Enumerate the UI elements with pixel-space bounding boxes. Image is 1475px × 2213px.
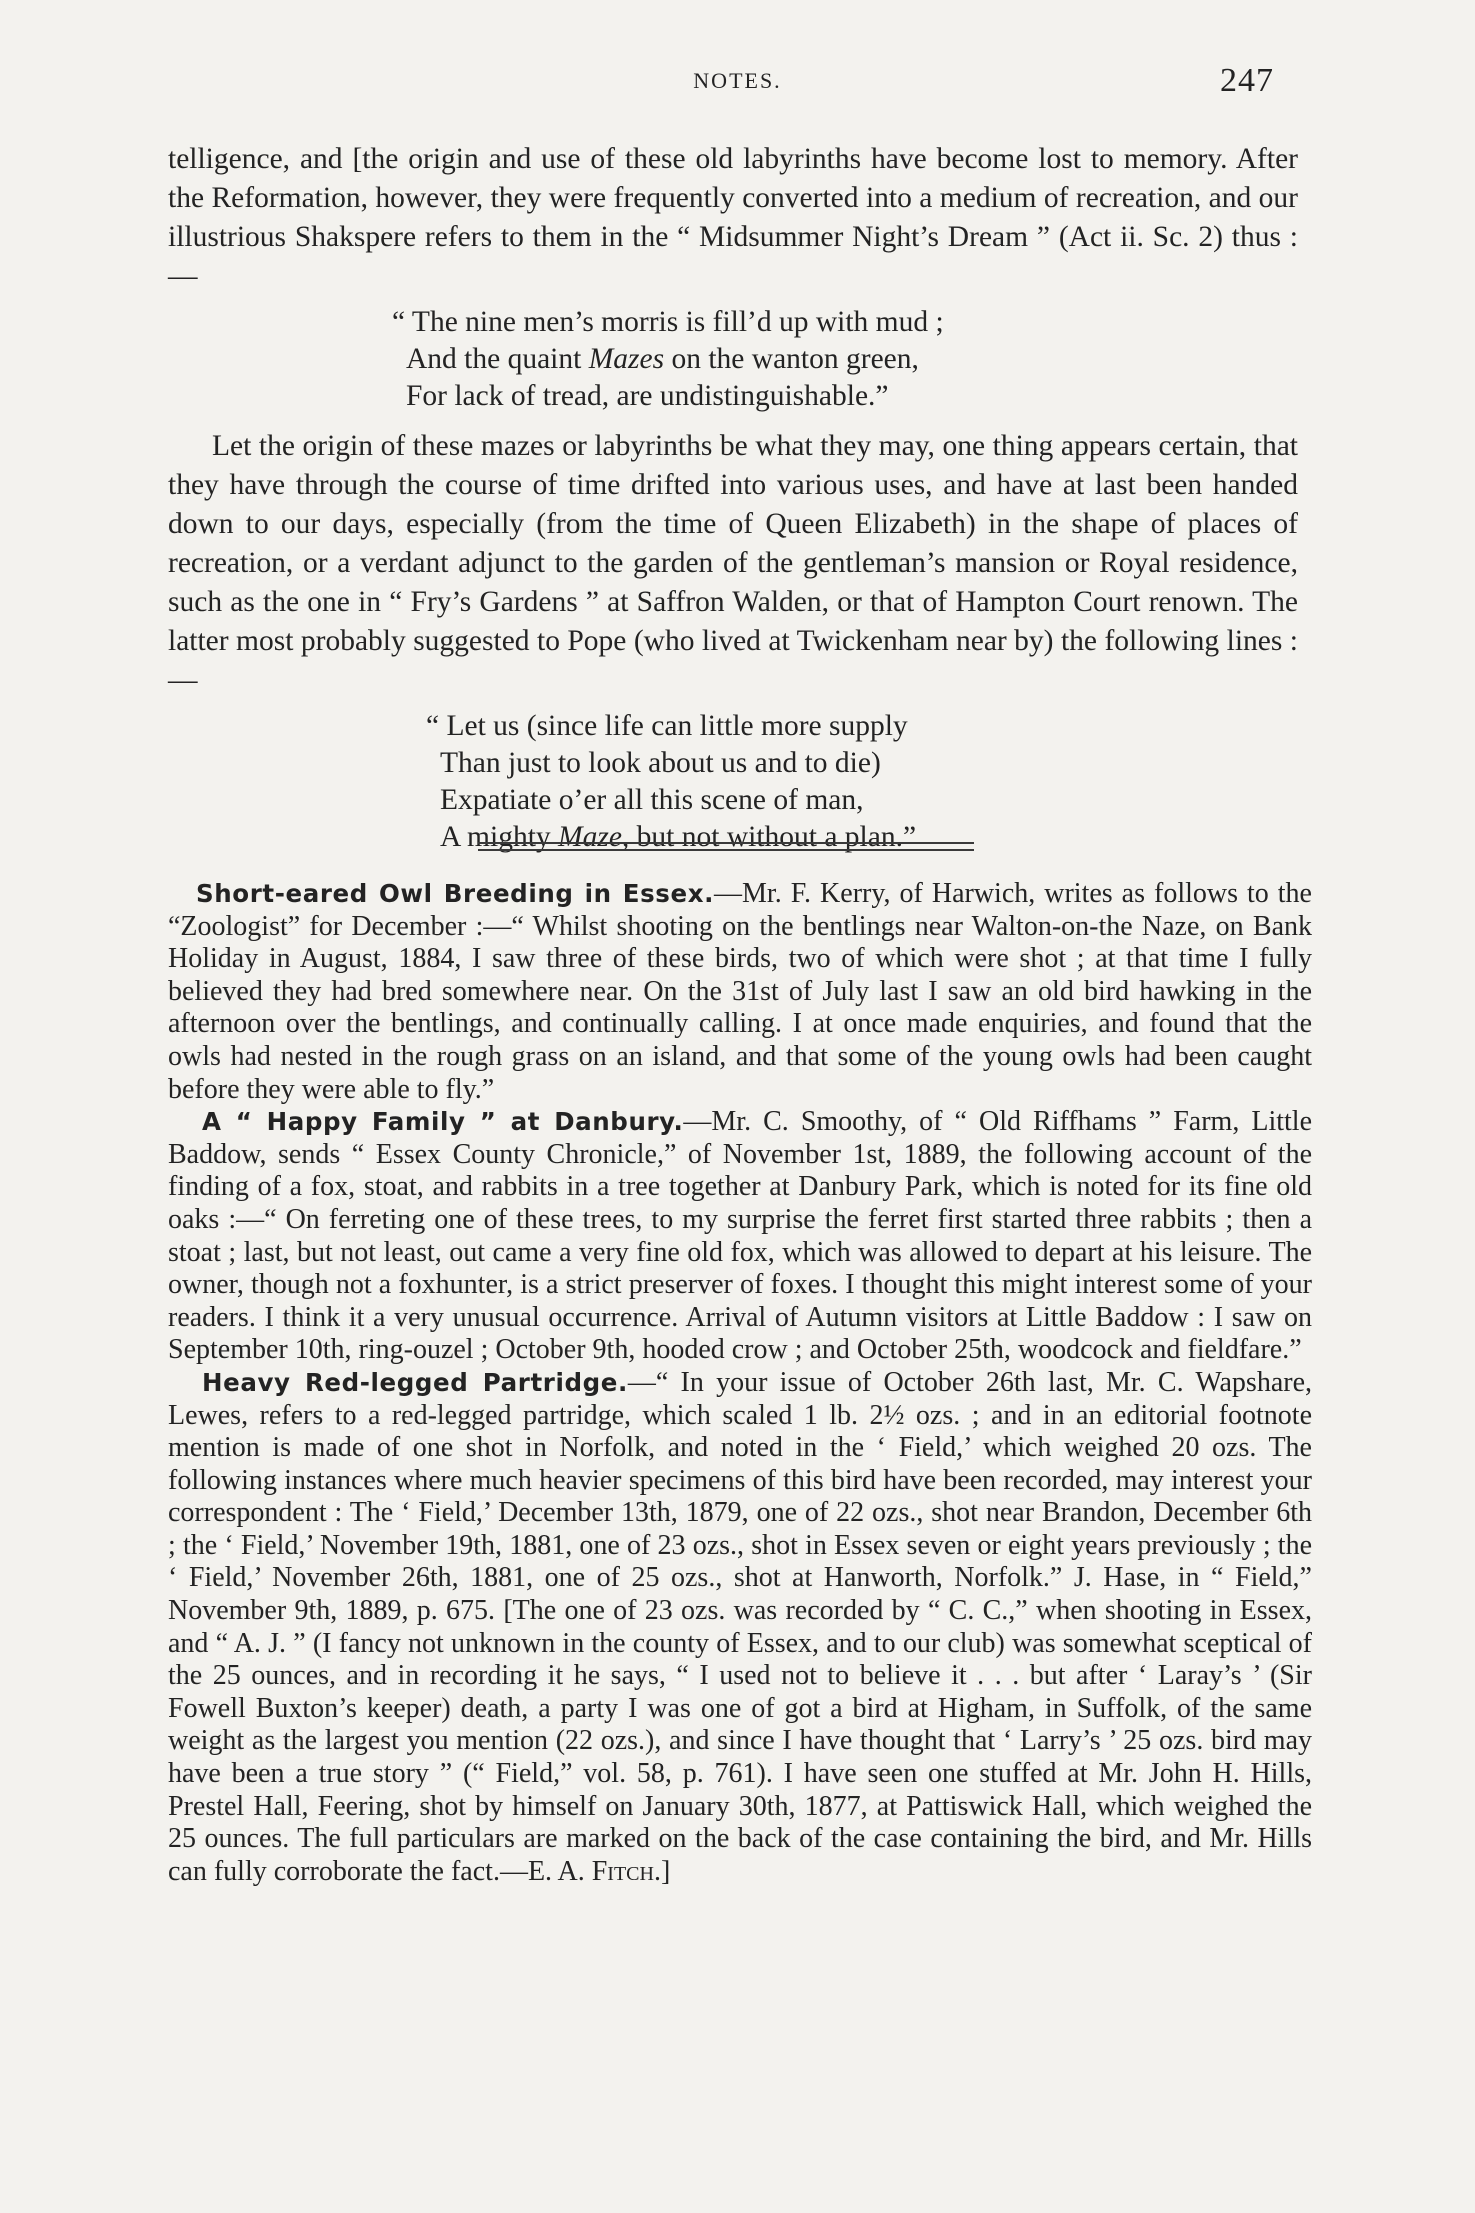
section-title: NOTES. xyxy=(693,68,782,93)
note-body: —Mr. C. Smoothy, of “ Old Riffhams ” Farm, Little Baddow, sends “ Essex County Chronicle,” of November 1st, 1889, the following account of the finding of a fox, stoat, and rabbits in a tree together at Danbury Park, which is noted for its fine old oaks :—“ On ferreting one of these trees, to my surprise the ferret first started three rabbits ; then a stoat ; last, but not least, out came a very fine old fox, which was allowed to depart at his leisure. The owner, though not a foxhunter, is a strict preserver of foxes. I thought this might interest some of your readers. I think it a very unusual occurrence. Arrival of Autumn visitors at Little Baddow : I saw on September 10th, ring-ouzel ; October 9th, hooded crow ; and October 25th, woodcock and fieldfare.” xyxy=(168,1106,1313,1366)
signature: Fitch xyxy=(591,1855,654,1887)
italic-word: Mazes xyxy=(588,343,665,375)
note-body: —Mr. F. Kerry, of Harwich, writes as follows to the “Zoologist” for December :—“ Whilst shooting on the bentlings near Walton-on-the Naze, on Bank Holiday in August, 1884, I saw three of these birds, two of which were shot ; at that time I fully believed they had bred somewhere near. On the 31st of July last I saw an old bird hawking in the afternoon over the bentlings, and continually calling. I at once made enquiries, and found that the owls had nested in the rough grass on an island, and that some of the young owls had been caught before they were able to fly.” xyxy=(168,878,1312,1105)
verse-line: Expatiate o’er all this scene of man, xyxy=(440,784,864,816)
note-heading: A “ Happy Family ” at Danbury. xyxy=(202,1107,684,1137)
italic-word: Maze, xyxy=(558,821,630,853)
note-partridge xyxy=(168,1367,1312,1889)
verse-quote-shakspere xyxy=(168,304,1298,415)
natural-history-notes xyxy=(168,878,1312,1888)
verse-line: “ Let us (since life can little more supply xyxy=(426,710,908,742)
verse-line: “ The nine men’s morris is fill’d up with mud ; xyxy=(392,306,944,338)
verse-line: For lack of tread, are undistinguishable.” xyxy=(406,380,889,412)
maze-passage xyxy=(168,140,1298,868)
closing-bracket: .] xyxy=(653,1855,671,1887)
verse-line: A mighty Maze, but not without a plan.” xyxy=(440,821,917,853)
note-owl xyxy=(168,878,1312,1106)
paragraph: Let the origin of these mazes or labyrinths be what they may, one thing appears certain, that they have through the course of time drifted into various uses, and have at last been handed down to our days, especially (from the time of Queen Elizabeth) in the shape of places of recreation, or a verdant adjunct to the garden of the gentleman’s mansion or Royal residence, such as the one in “ Fry’s Gardens ” at Saffron Walden, or that of Hampton Court renown. The latter most probably suggested to Pope (who lived at Twickenham near by) the following lines :— xyxy=(168,430,1298,696)
note-heading: Short-eared Owl Breeding in Essex. xyxy=(196,879,715,908)
note-happy-family xyxy=(168,1106,1312,1367)
note-body: —“ In your issue of October 26th last, Mr. C. Wapshare, Lewes, refers to a red-legged partridge, which scaled 1 lb. 2½ ozs. ; and in an editorial footnote mention is made of one shot in Norfolk, and noted in the ‘ Field,’ which weighed 20 ozs. The following instances where much heavier specimens of this bird have been recorded, may interest your correspondent : The ‘ Field,’ December 13th, 1879, one of 22 ozs., shot near Brandon, December 6th ; the ‘ Field,’ November 19th, 1881, one of 23 ozs., shot in Essex seven or eight years previously ; the ‘ Field,’ November 26th, 1881, one of 25 ozs., shot at Hanworth, Norfolk.” J. Hase, in “ Field,” November 9th, 1889, p. 675. [The one of 23 ozs. was recorded by “ C. C.,” when shooting in Essex, and “ A. J. ” (I fancy not unknown in the county of Essex, and to our club) was somewhat sceptical of the 25 ounces, and in recording it he says, “ I used not to believe it . . . but after ‘ Laray’s ’ (Sir Fowell Buxton’s keeper) death, a party I was one of got a bird at Higham, in Suffolk, of the same weight as the largest you mention (22 ozs.), and since I have thought that ‘ Larry’s ’ 25 ozs. bird may have been a true story ” (“ Field,” vol. 58, p. 761). I have seen one stuffed at Mr. John H. Hills, Prestel Hall, Feering, shot by himself on January 30th, 1877, at Pattiswick Hall, which weighed the 25 ounces. The full particulars are marked on the back of the case containing the bird, and Mr. Hills can fully corroborate the fact.—E. A. xyxy=(168,1366,1313,1887)
note-heading: Heavy Red-legged Partridge. xyxy=(202,1367,628,1397)
verse-line: Than just to look about us and to die) xyxy=(440,747,881,779)
paragraph: telligence, and [the origin and use of these old labyrinths have become lost to memory. After the Reformation, however, they were frequently converted into a medium of recreation, and our illustrious Shakspere refers to them in the “ Midsummer Night’s Dream ” (Act ii. Sc. 2) thus :— xyxy=(168,143,1298,292)
double-rule-divider xyxy=(478,842,974,851)
running-head xyxy=(0,62,1475,102)
page-number: 247 xyxy=(1220,62,1274,99)
verse-line: And the quaint Mazes on the wanton green, xyxy=(406,343,919,375)
verse-quote-pope xyxy=(168,708,1298,856)
